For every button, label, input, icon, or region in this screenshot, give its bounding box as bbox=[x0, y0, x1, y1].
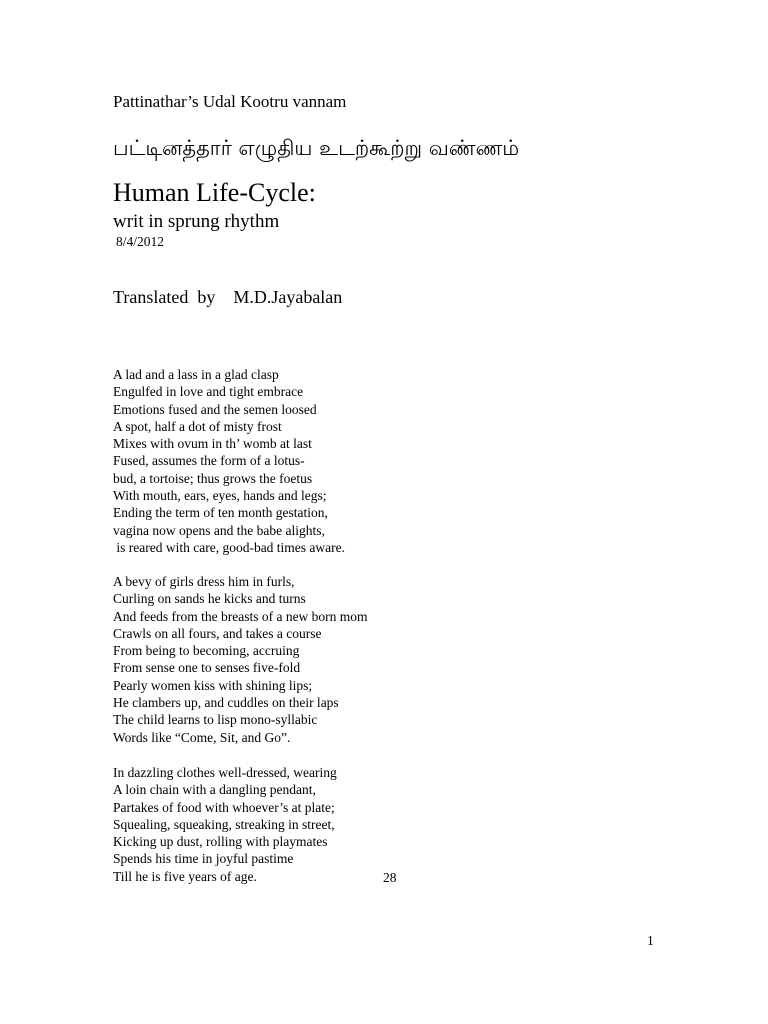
poem-line: Curling on sands he kicks and turns bbox=[113, 591, 306, 607]
poem-line: Till he is five years of age. bbox=[113, 868, 257, 884]
poem-line: Mixes with ovum in th’ womb at last bbox=[113, 436, 312, 452]
poem-line: Emotions fused and the semen loosed bbox=[113, 401, 317, 417]
poem-line: bud, a tortoise; thus grows the foetus bbox=[113, 470, 313, 486]
date: 8/4/2012 bbox=[116, 234, 165, 249]
tamil-title: பட்டினத்தார் எழுதிய உடற்கூற்று வண்ணம் bbox=[113, 136, 520, 160]
poem-line: From sense one to senses five-fold bbox=[113, 660, 301, 676]
poem-line: Fused, assumes the form of a lotus- bbox=[113, 453, 305, 469]
poem-line: Words like “Come, Sit, and Go”. bbox=[113, 729, 291, 745]
poem-page-number: 28 bbox=[383, 870, 397, 885]
poem-line: A spot, half a dot of misty frost bbox=[113, 418, 282, 434]
poem-line: A loin chain with a dangling pendant, bbox=[113, 782, 316, 798]
poem-line: vagina now opens and the babe alights, bbox=[113, 522, 325, 538]
poem-line: A lad and a lass in a glad clasp bbox=[113, 367, 279, 382]
subtitle: writ in sprung rhythm bbox=[113, 211, 280, 232]
footer-page-number: 1 bbox=[647, 933, 654, 948]
poem-line: Engulfed in love and tight embrace bbox=[113, 384, 304, 400]
poem-line: In dazzling clothes well-dressed, wearing bbox=[113, 765, 337, 780]
poem-line: From being to becoming, accruing bbox=[113, 643, 300, 659]
poem-line: With mouth, ears, eyes, hands and legs; bbox=[113, 488, 327, 504]
poem-line: Ending the term of ten month gestation, bbox=[113, 505, 328, 521]
poem-line: Partakes of food with whoever’s at plate; bbox=[113, 799, 335, 815]
poem-line: The child learns to lisp mono-syllabic bbox=[113, 712, 318, 728]
poem-line: Spends his time in joyful pastime bbox=[113, 851, 294, 867]
poem-line: is reared with care, good-bad times aware. bbox=[113, 539, 346, 555]
poem-line: He clambers up, and cuddles on their laps bbox=[113, 695, 339, 711]
poem-line: Kicking up dust, rolling with playmates bbox=[113, 834, 328, 850]
poem-line: A bevy of girls dress him in furls, bbox=[113, 574, 295, 589]
poem-line: Squealing, squeaking, streaking in street, bbox=[113, 816, 335, 832]
stanza-1 bbox=[113, 366, 345, 556]
poem-line: And feeds from the breasts of a new born mom bbox=[113, 608, 368, 624]
translator-credit: Translated by M.D.Jayabalan bbox=[113, 287, 343, 307]
header-title: Pattinathar’s Udal Kootru vannam bbox=[113, 92, 347, 111]
stanza-2 bbox=[113, 573, 368, 746]
stanza-3 bbox=[113, 764, 337, 885]
poem-line: Crawls on all fours, and takes a course bbox=[113, 625, 322, 641]
poem-line: Pearly women kiss with shining lips; bbox=[113, 677, 313, 693]
main-title: Human Life-Cycle: bbox=[113, 178, 316, 207]
